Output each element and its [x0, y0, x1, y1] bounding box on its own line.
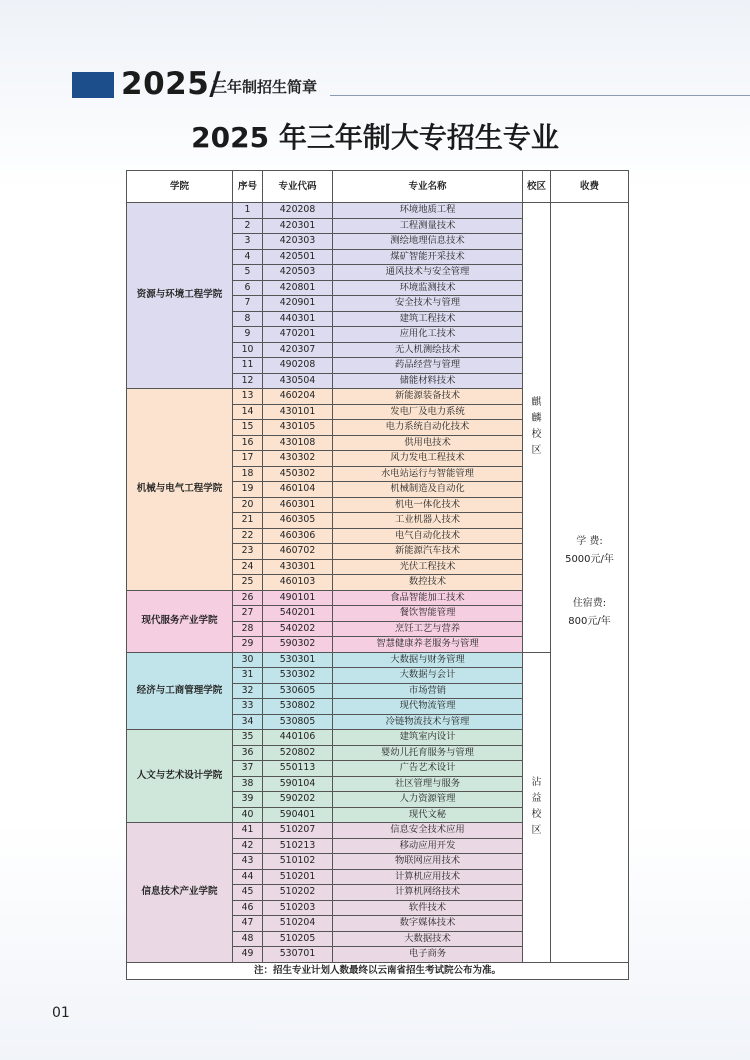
cell-major-name: 煤矿智能开采技术	[333, 249, 523, 265]
cell-code: 490208	[263, 358, 333, 374]
cell-code: 510201	[263, 869, 333, 885]
cell-major-name: 智慧健康养老服务与管理	[333, 637, 523, 653]
cell-code: 540202	[263, 621, 333, 637]
cell-index: 44	[233, 869, 263, 885]
cell-index: 28	[233, 621, 263, 637]
campus-label: 麒麟校区	[531, 397, 542, 457]
cell-major-name: 建筑工程技术	[333, 311, 523, 327]
college-name: 现代服务产业学院	[127, 590, 233, 652]
cell-major-name: 机械制造及自动化	[333, 482, 523, 498]
cell-code: 590401	[263, 807, 333, 823]
cell-index: 48	[233, 931, 263, 947]
cell-code: 460104	[263, 482, 333, 498]
cell-code: 530302	[263, 668, 333, 684]
cell-index: 15	[233, 420, 263, 436]
cell-index: 37	[233, 761, 263, 777]
cell-index: 33	[233, 699, 263, 715]
cell-index: 18	[233, 466, 263, 482]
header-year: 2025/	[121, 66, 222, 102]
cell-code: 450302	[263, 466, 333, 482]
cell-major-name: 电子商务	[333, 947, 523, 963]
cell-code: 590104	[263, 776, 333, 792]
cell-major-name: 电力系统自动化技术	[333, 420, 523, 436]
cell-code: 420301	[263, 218, 333, 234]
cell-major-name: 测绘地理信息技术	[333, 234, 523, 250]
cell-index: 42	[233, 838, 263, 854]
cell-index: 40	[233, 807, 263, 823]
cell-major-name: 供用电技术	[333, 435, 523, 451]
cell-index: 13	[233, 389, 263, 405]
cell-major-name: 软件技术	[333, 900, 523, 916]
table-row	[127, 203, 629, 219]
cell-code: 540201	[263, 606, 333, 622]
cell-code: 510202	[263, 885, 333, 901]
cell-major-name: 环境监测技术	[333, 280, 523, 296]
cell-index: 29	[233, 637, 263, 653]
cell-index: 21	[233, 513, 263, 529]
fee-cell	[551, 203, 629, 963]
cell-major-name: 安全技术与管理	[333, 296, 523, 312]
cell-code: 430301	[263, 559, 333, 575]
page-number: 01	[52, 1005, 70, 1021]
cell-index: 2	[233, 218, 263, 234]
cell-major-name: 冷链物流技术与管理	[333, 714, 523, 730]
cell-index: 34	[233, 714, 263, 730]
cell-code: 430302	[263, 451, 333, 467]
cell-index: 32	[233, 683, 263, 699]
header-divider	[330, 95, 750, 96]
cell-major-name: 现代物流管理	[333, 699, 523, 715]
cell-code: 530802	[263, 699, 333, 715]
cell-code: 420307	[263, 342, 333, 358]
cell-major-name: 移动应用开发	[333, 838, 523, 854]
cell-index: 14	[233, 404, 263, 420]
cell-major-name: 电气自动化技术	[333, 528, 523, 544]
cell-index: 26	[233, 590, 263, 606]
cell-index: 46	[233, 900, 263, 916]
cell-major-name: 环境地质工程	[333, 203, 523, 219]
cell-major-name: 婴幼儿托育服务与管理	[333, 745, 523, 761]
lodging-value: 800元/年	[568, 616, 611, 628]
cell-code: 520802	[263, 745, 333, 761]
cell-code: 530701	[263, 947, 333, 963]
college-name: 经济与工商管理学院	[127, 652, 233, 730]
cell-major-name: 风力发电工程技术	[333, 451, 523, 467]
cell-code: 490101	[263, 590, 333, 606]
cell-major-name: 工程测量技术	[333, 218, 523, 234]
cell-major-name: 餐饮智能管理	[333, 606, 523, 622]
table-header-row	[127, 171, 629, 203]
cell-index: 9	[233, 327, 263, 343]
lodging-label: 住宿费:	[572, 598, 607, 610]
cell-index: 30	[233, 652, 263, 668]
college-name: 资源与环境工程学院	[127, 203, 233, 389]
cell-index: 10	[233, 342, 263, 358]
cell-major-name: 大数据与会计	[333, 668, 523, 684]
cell-major-name: 广告艺术设计	[333, 761, 523, 777]
cell-major-name: 食品智能加工技术	[333, 590, 523, 606]
table-note: 注：招生专业计划人数最终以云南省招生考试院公布为准。	[127, 962, 629, 979]
cell-code: 420208	[263, 203, 333, 219]
majors-table	[126, 170, 629, 980]
cell-index: 23	[233, 544, 263, 560]
cell-major-name: 信息安全技术应用	[333, 823, 523, 839]
cell-major-name: 大数据技术	[333, 931, 523, 947]
cell-major-name: 现代文秘	[333, 807, 523, 823]
cell-code: 420501	[263, 249, 333, 265]
cell-major-name: 机电一体化技术	[333, 497, 523, 513]
cell-code: 470201	[263, 327, 333, 343]
header-subtitle: 三年制招生简章	[212, 78, 318, 96]
college-name: 人文与艺术设计学院	[127, 730, 233, 823]
cell-code: 510213	[263, 838, 333, 854]
cell-index: 41	[233, 823, 263, 839]
cell-major-name: 烹饪工艺与营养	[333, 621, 523, 637]
cell-index: 3	[233, 234, 263, 250]
cell-major-name: 计算机网络技术	[333, 885, 523, 901]
cell-major-name: 建筑室内设计	[333, 730, 523, 746]
cell-index: 24	[233, 559, 263, 575]
cell-index: 6	[233, 280, 263, 296]
cell-code: 460301	[263, 497, 333, 513]
header-code: 专业代码	[263, 171, 333, 203]
cell-index: 25	[233, 575, 263, 591]
cell-code: 430108	[263, 435, 333, 451]
cell-major-name: 应用化工技术	[333, 327, 523, 343]
cell-major-name: 市场营销	[333, 683, 523, 699]
cell-major-name: 新能源装备技术	[333, 389, 523, 405]
cell-code: 510204	[263, 916, 333, 932]
cell-index: 47	[233, 916, 263, 932]
cell-index: 11	[233, 358, 263, 374]
note-row	[127, 962, 629, 979]
cell-index: 31	[233, 668, 263, 684]
cell-major-name: 光伏工程技术	[333, 559, 523, 575]
cell-major-name: 计算机应用技术	[333, 869, 523, 885]
cell-index: 8	[233, 311, 263, 327]
cell-index: 16	[233, 435, 263, 451]
page-title: 2025 年三年制大专招生专业	[191, 121, 559, 154]
cell-index: 7	[233, 296, 263, 312]
cell-index: 20	[233, 497, 263, 513]
cell-major-name: 大数据与财务管理	[333, 652, 523, 668]
cell-index: 27	[233, 606, 263, 622]
campus-name	[523, 203, 551, 653]
cell-code: 460103	[263, 575, 333, 591]
cell-index: 43	[233, 854, 263, 870]
cell-major-name: 数字媒体技术	[333, 916, 523, 932]
cell-code: 530805	[263, 714, 333, 730]
header-campus: 校区	[523, 171, 551, 203]
cell-code: 430504	[263, 373, 333, 389]
cell-index: 1	[233, 203, 263, 219]
cell-major-name: 工业机器人技术	[333, 513, 523, 529]
cell-code: 460702	[263, 544, 333, 560]
cell-major-name: 无人机测绘技术	[333, 342, 523, 358]
cell-index: 36	[233, 745, 263, 761]
college-name: 信息技术产业学院	[127, 823, 233, 963]
cell-code: 430101	[263, 404, 333, 420]
cell-code: 440301	[263, 311, 333, 327]
cell-code: 530605	[263, 683, 333, 699]
cell-index: 35	[233, 730, 263, 746]
cell-major-name: 发电厂及电力系统	[333, 404, 523, 420]
cell-index: 39	[233, 792, 263, 808]
cell-code: 460305	[263, 513, 333, 529]
cell-code: 420303	[263, 234, 333, 250]
cell-major-name: 人力资源管理	[333, 792, 523, 808]
cell-major-name: 物联网应用技术	[333, 854, 523, 870]
cell-major-name: 社区管理与服务	[333, 776, 523, 792]
cell-code: 420503	[263, 265, 333, 281]
cell-major-name: 数控技术	[333, 575, 523, 591]
cell-code: 460204	[263, 389, 333, 405]
cell-code: 510102	[263, 854, 333, 870]
cell-code: 510203	[263, 900, 333, 916]
cell-major-name: 水电站运行与智能管理	[333, 466, 523, 482]
cell-index: 17	[233, 451, 263, 467]
cell-code: 510205	[263, 931, 333, 947]
majors-table-wrapper	[126, 170, 628, 980]
cell-major-name: 新能源汽车技术	[333, 544, 523, 560]
tuition-label: 学 费:	[576, 536, 603, 548]
campus-name	[523, 652, 551, 962]
cell-major-name: 药品经营与管理	[333, 358, 523, 374]
cell-code: 430105	[263, 420, 333, 436]
header-fee: 收费	[551, 171, 629, 203]
cell-index: 22	[233, 528, 263, 544]
cell-major-name: 储能材料技术	[333, 373, 523, 389]
header-accent-block	[72, 72, 114, 98]
cell-code: 530301	[263, 652, 333, 668]
tuition-value: 5000元/年	[565, 554, 614, 566]
table-body	[127, 203, 629, 963]
cell-major-name: 通风技术与安全管理	[333, 265, 523, 281]
cell-code: 440106	[263, 730, 333, 746]
cell-code: 590202	[263, 792, 333, 808]
header-index: 序号	[233, 171, 263, 203]
cell-index: 12	[233, 373, 263, 389]
cell-index: 19	[233, 482, 263, 498]
cell-code: 460306	[263, 528, 333, 544]
cell-code: 550113	[263, 761, 333, 777]
cell-code: 510207	[263, 823, 333, 839]
cell-code: 590302	[263, 637, 333, 653]
campus-label: 沾益校区	[531, 777, 542, 836]
cell-code: 420901	[263, 296, 333, 312]
college-name: 机械与电气工程学院	[127, 389, 233, 591]
cell-index: 45	[233, 885, 263, 901]
header-major-name: 专业名称	[333, 171, 523, 203]
header-college: 学院	[127, 171, 233, 203]
cell-index: 38	[233, 776, 263, 792]
cell-code: 420801	[263, 280, 333, 296]
cell-index: 4	[233, 249, 263, 265]
cell-index: 49	[233, 947, 263, 963]
cell-index: 5	[233, 265, 263, 281]
